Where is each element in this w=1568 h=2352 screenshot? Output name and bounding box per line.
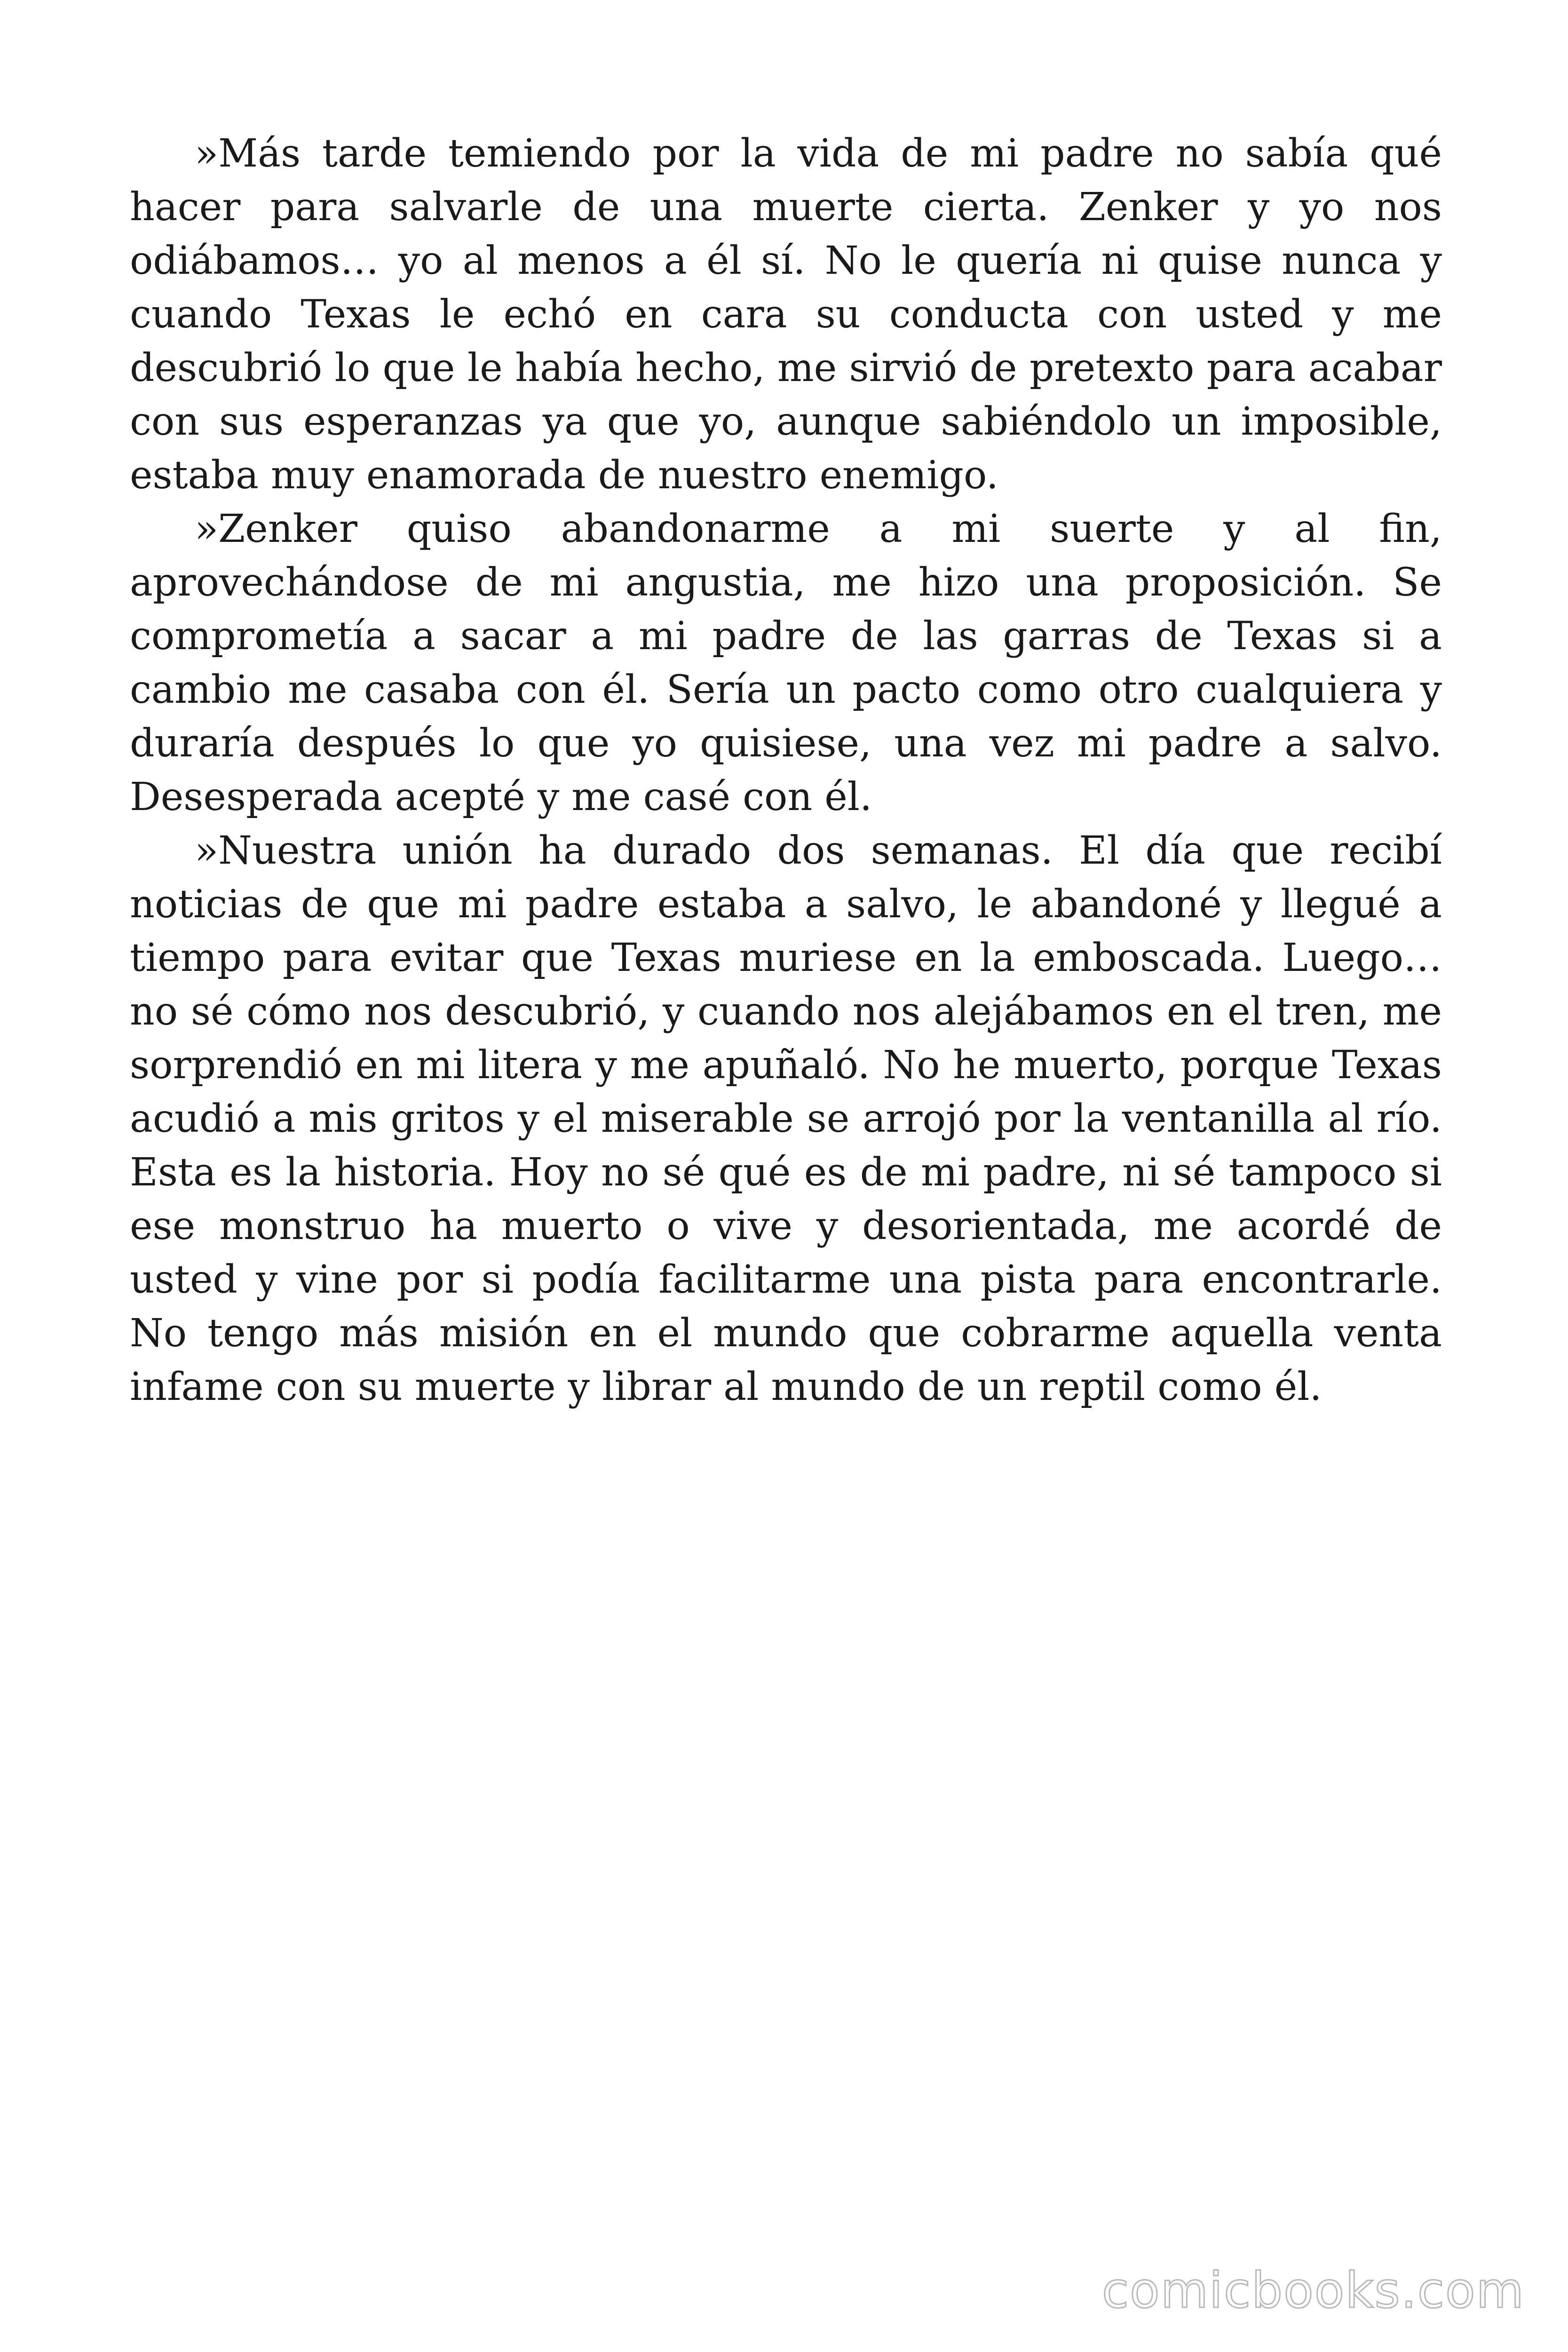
paragraph-2: »Zenker quiso abandonarme a mi suerte y al fin, aprovechándose de mi angustia, me hizo una proposición. Se comprometía a sacar a mi padre de las garras de Texas si a cambio me casaba con él. Sería un pacto como otro cualquiera y duraría después lo que yo quisiese, una vez mi padre a salvo. Desesperada acepté y me casé con él.	[130, 507, 1442, 819]
watermark-text: comicbooks.com	[1101, 2262, 1525, 2319]
page-body	[130, 127, 1442, 1414]
paragraph-3: »Nuestra unión ha durado dos semanas. El día que recibí noticias de que mi padre estaba a salvo, le abandoné y llegué a tiempo para evitar que Texas muriese en la emboscada. Luego… no sé cómo nos descubrió, y cuando nos alejábamos en el tren, me sorprendió en mi litera y me apuñaló. No he muerto, porque Texas acudió a mis gritos y el miserable se arrojó por la ventanilla al río. Esta es la historia. Hoy no sé qué es de mi padre, ni sé tampoco si ese monstruo ha muerto o vive y desorientada, me acordé de usted y vine por si podía facilitarme una pista para encontrarle. No tengo más misión en el mundo que cobrarme aquella venta infame con su muerte y librar al mundo de un reptil como él.	[130, 828, 1442, 1409]
paragraph-1: »Más tarde temiendo por la vida de mi padre no sabía qué hacer para salvarle de una muerte cierta. Zenker y yo nos odiábamos… yo al menos a él sí. No le quería ni quise nunca y cuando Texas le echó en cara su conducta con usted y me descubrió lo que le había hecho, me sirvió de pretexto para acabar con sus esperanzas ya que yo, aunque sabiéndolo un imposible, estaba muy enamorada de nuestro enemigo.	[130, 131, 1442, 498]
